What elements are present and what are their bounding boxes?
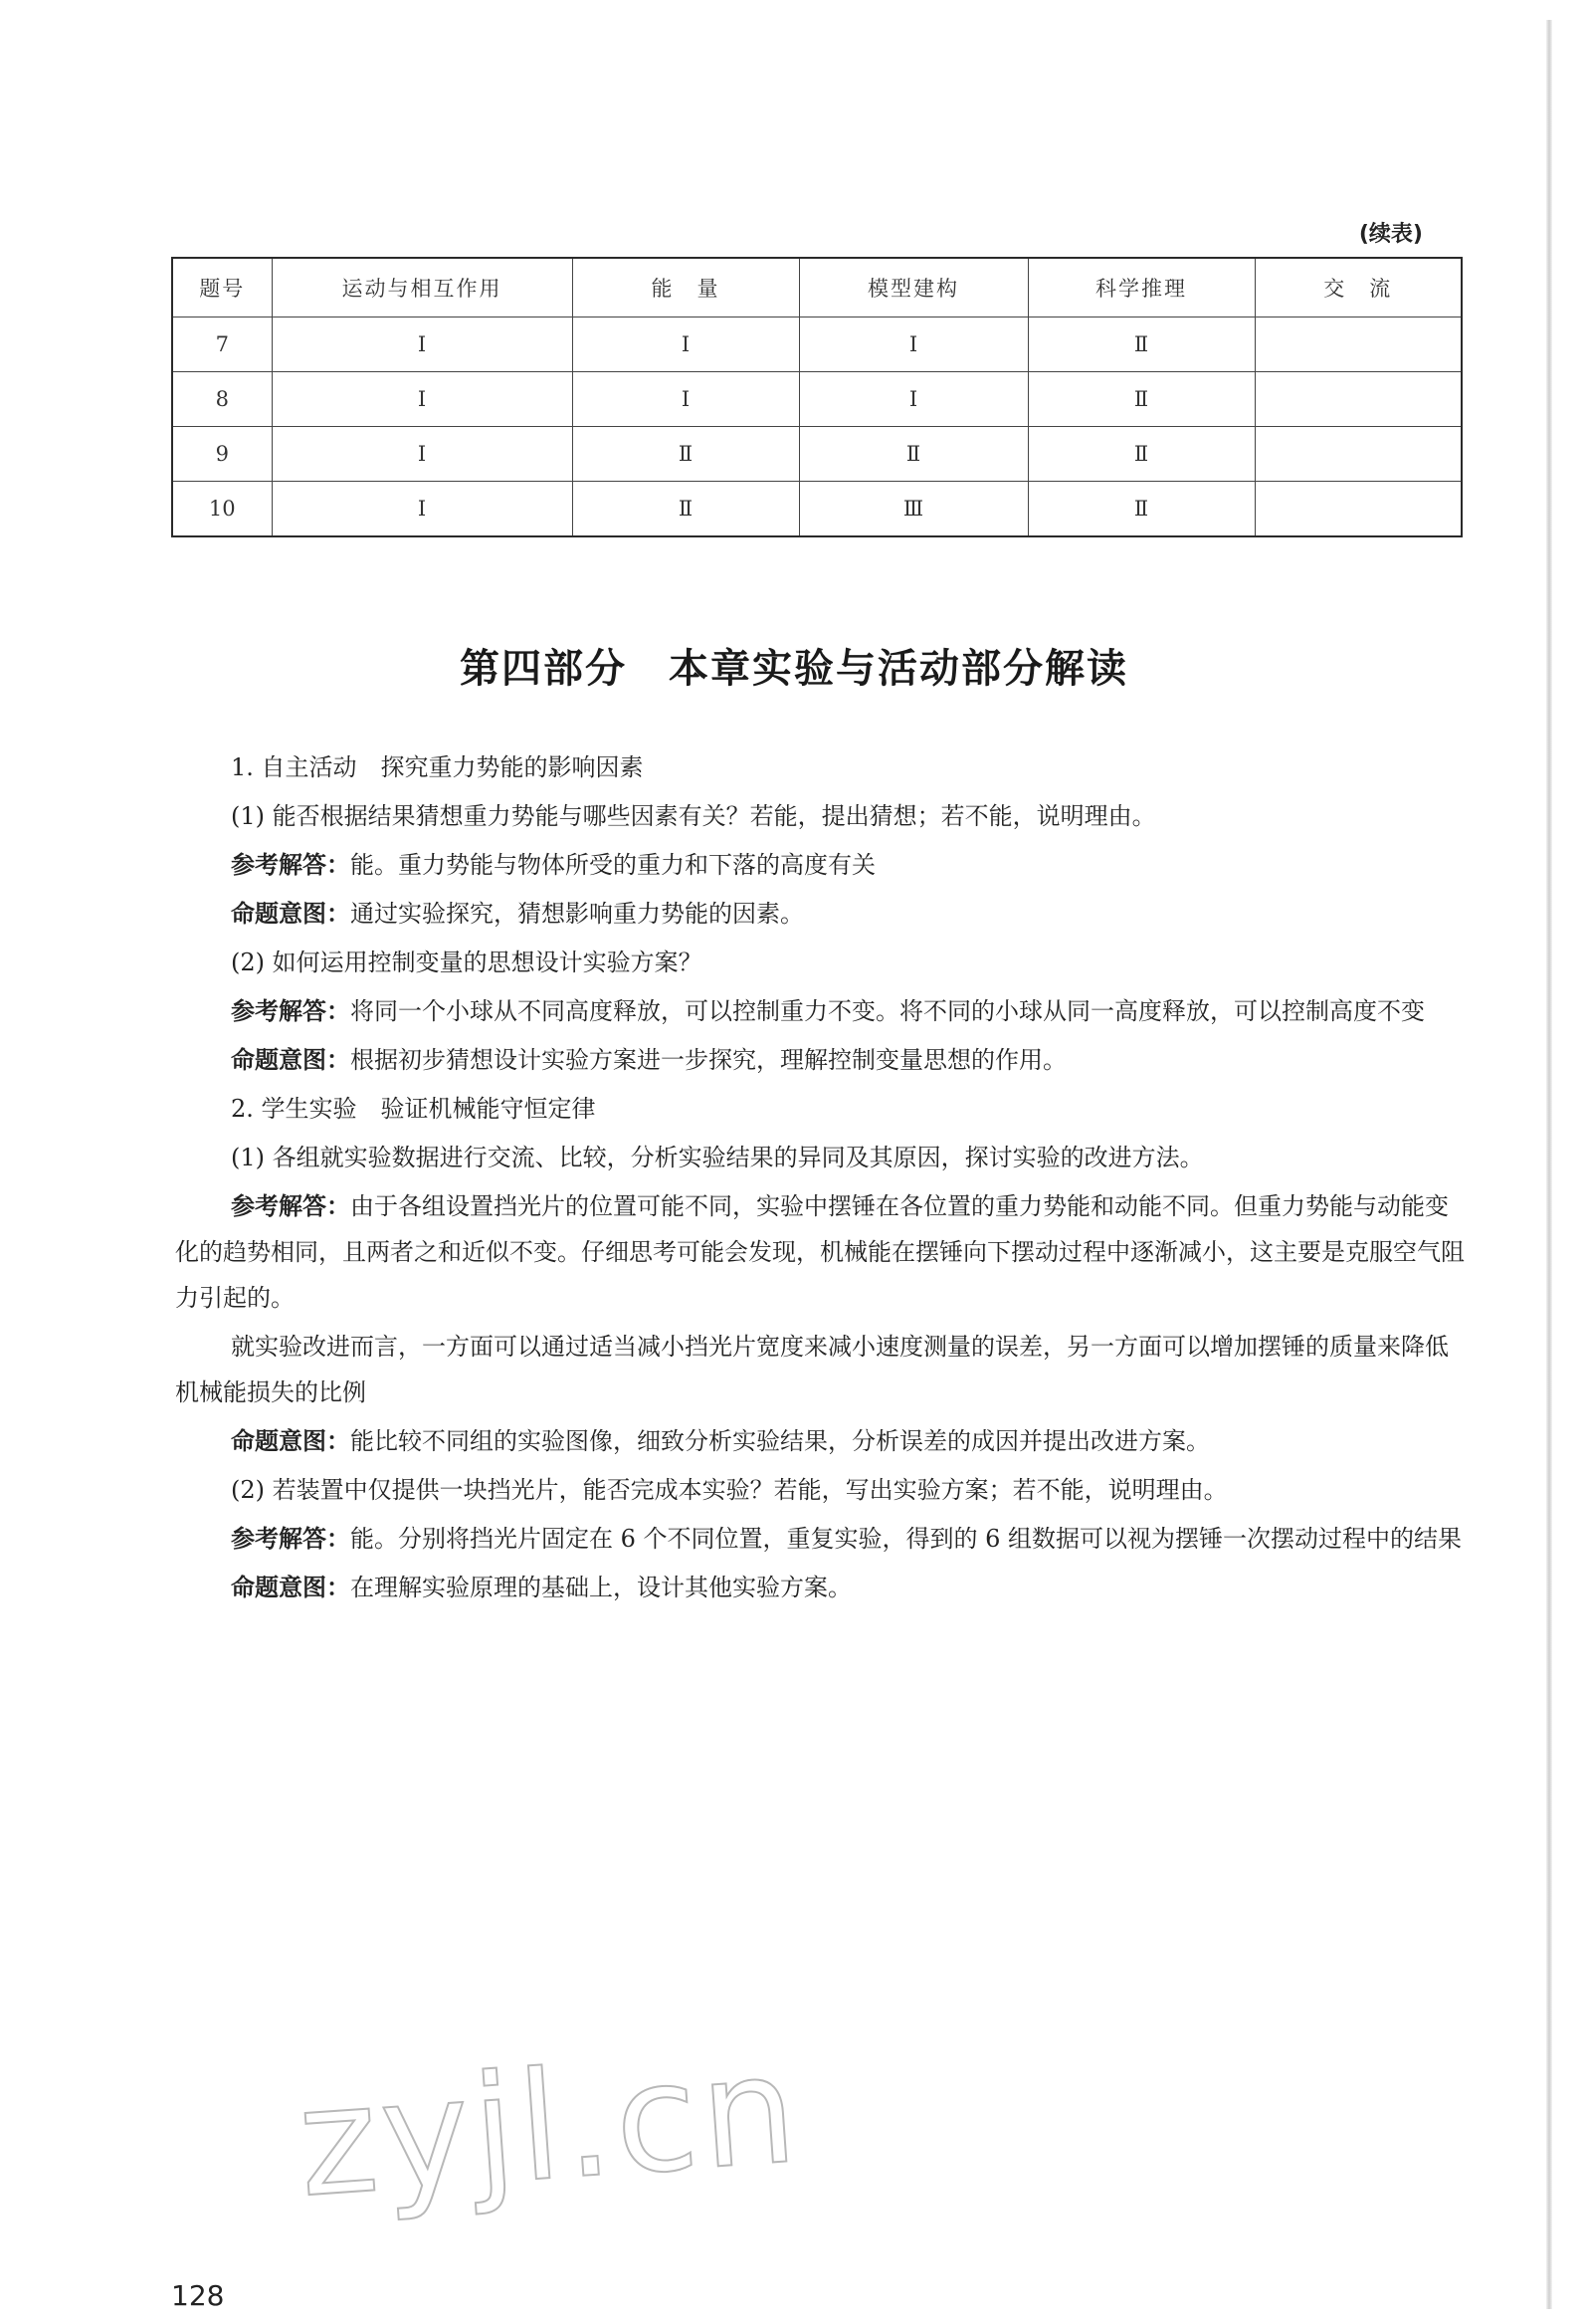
section-title: 第四部分 本章实验与活动部分解读 [460, 646, 1128, 692]
capability-table [171, 257, 1463, 537]
cell-level: Ⅱ [572, 427, 799, 482]
cell-level: Ⅰ [272, 372, 572, 427]
answer-text: 能。重力势能与物体所受的重力和下落的高度有关 [350, 851, 876, 879]
question-1-1: (1) 能否根据结果猜想重力势能与哪些因素有关？若能，提出猜想；若不能，说明理由。 [231, 802, 1156, 830]
header-scientific-reasoning: 科学推理 [1028, 258, 1255, 317]
answer-text: 能。分别将挡光片固定在 6 个不同位置，重复实验，得到的 6 组数据可以视为摆锤一次摆动过程中的结果 [350, 1525, 1463, 1553]
page-number: 128 [171, 2279, 225, 2312]
cell-level: Ⅰ [572, 372, 799, 427]
intent-label: 命题意图： [231, 1574, 350, 1601]
cell-level: Ⅱ [1028, 482, 1255, 537]
intent-1-2 [175, 1037, 1465, 1083]
answer-label: 参考解答： [231, 1192, 350, 1220]
cell-empty [1255, 317, 1462, 372]
answer-text: 由于各组设置挡光片的位置可能不同，实验中摆锤在各位置的重力势能和动能不同。但重力势能与动能变化的趋势相同，且两者之和近似不变。仔细思考可能会发现，机械能在摆锤向下摆动过程中逐渐减小，这主要是克服空气阻力引起的。 [175, 1192, 1465, 1312]
intent-label: 命题意图： [231, 900, 350, 928]
intent-text: 通过实验探究，猜想影响重力势能的因素。 [350, 900, 804, 928]
answer-2-1 [175, 1183, 1465, 1321]
answer-1-1 [175, 842, 1465, 888]
table-row [172, 427, 1462, 482]
cell-level: Ⅲ [799, 482, 1028, 537]
question-2-1: (1) 各组就实验数据进行交流、比较，分析实验结果的异同及其原因，探讨实验的改进方法。 [231, 1144, 1204, 1171]
answer-1-2 [175, 988, 1465, 1034]
table-row [172, 372, 1462, 427]
section-body [175, 744, 1465, 1613]
watermark: zyjl.cn [293, 2022, 806, 2231]
table-row [172, 317, 1462, 372]
cell-level: Ⅰ [799, 317, 1028, 372]
cell-question-no: 7 [172, 317, 272, 372]
header-question-no: 题号 [172, 258, 272, 317]
question-2-2: (2) 若装置中仅提供一块挡光片，能否完成本实验？若能，写出实验方案；若不能，说明理由。 [231, 1476, 1228, 1504]
table-row [172, 482, 1462, 537]
activity-heading-1: 1. 自主活动 探究重力势能的影响因素 [231, 753, 644, 781]
cell-level: Ⅱ [799, 427, 1028, 482]
cell-level: Ⅱ [1028, 427, 1255, 482]
page-edge-shadow [1546, 20, 1552, 2309]
intent-2-2 [175, 1565, 1465, 1610]
continued-label: (续表) [1358, 222, 1423, 247]
answer-2-2 [175, 1516, 1465, 1562]
cell-empty [1255, 372, 1462, 427]
cell-level: Ⅰ [572, 317, 799, 372]
cell-question-no: 9 [172, 427, 272, 482]
intent-label: 命题意图： [231, 1427, 350, 1455]
answer-text: 将同一个小球从不同高度释放，可以控制重力不变。将不同的小球从同一高度释放，可以控制高度不变 [350, 997, 1425, 1025]
table-header-row [172, 258, 1462, 317]
cell-level: Ⅱ [1028, 372, 1255, 427]
header-energy: 能 量 [572, 258, 799, 317]
improvement-paragraph: 就实验改进而言，一方面可以通过适当减小挡光片宽度来减小速度测量的误差，另一方面可以增加摆锤的质量来降低机械能损失的比例 [175, 1333, 1449, 1406]
cell-level: Ⅱ [572, 482, 799, 537]
header-motion-interaction: 运动与相互作用 [272, 258, 572, 317]
header-model-building: 模型建构 [799, 258, 1028, 317]
intent-label: 命题意图： [231, 1046, 350, 1074]
activity-heading-2: 2. 学生实验 验证机械能守恒定律 [231, 1095, 596, 1123]
question-1-2: (2) 如何运用控制变量的思想设计实验方案？ [231, 949, 702, 976]
answer-label: 参考解答： [231, 1525, 350, 1553]
answer-label: 参考解答： [231, 851, 350, 879]
cell-question-no: 10 [172, 482, 272, 537]
intent-1-1 [175, 891, 1465, 937]
intent-text: 在理解实验原理的基础上，设计其他实验方案。 [350, 1574, 852, 1601]
cell-level: Ⅰ [272, 427, 572, 482]
cell-level: Ⅱ [1028, 317, 1255, 372]
cell-question-no: 8 [172, 372, 272, 427]
cell-level: Ⅰ [799, 372, 1028, 427]
header-communication: 交 流 [1255, 258, 1462, 317]
answer-label: 参考解答： [231, 997, 350, 1025]
intent-text: 根据初步猜想设计实验方案进一步探究，理解控制变量思想的作用。 [350, 1046, 1067, 1074]
intent-2-1 [175, 1418, 1465, 1464]
cell-empty [1255, 427, 1462, 482]
cell-level: Ⅰ [272, 317, 572, 372]
intent-text: 能比较不同组的实验图像，细致分析实验结果，分析误差的成因并提出改进方案。 [350, 1427, 1210, 1455]
cell-level: Ⅰ [272, 482, 572, 537]
cell-empty [1255, 482, 1462, 537]
